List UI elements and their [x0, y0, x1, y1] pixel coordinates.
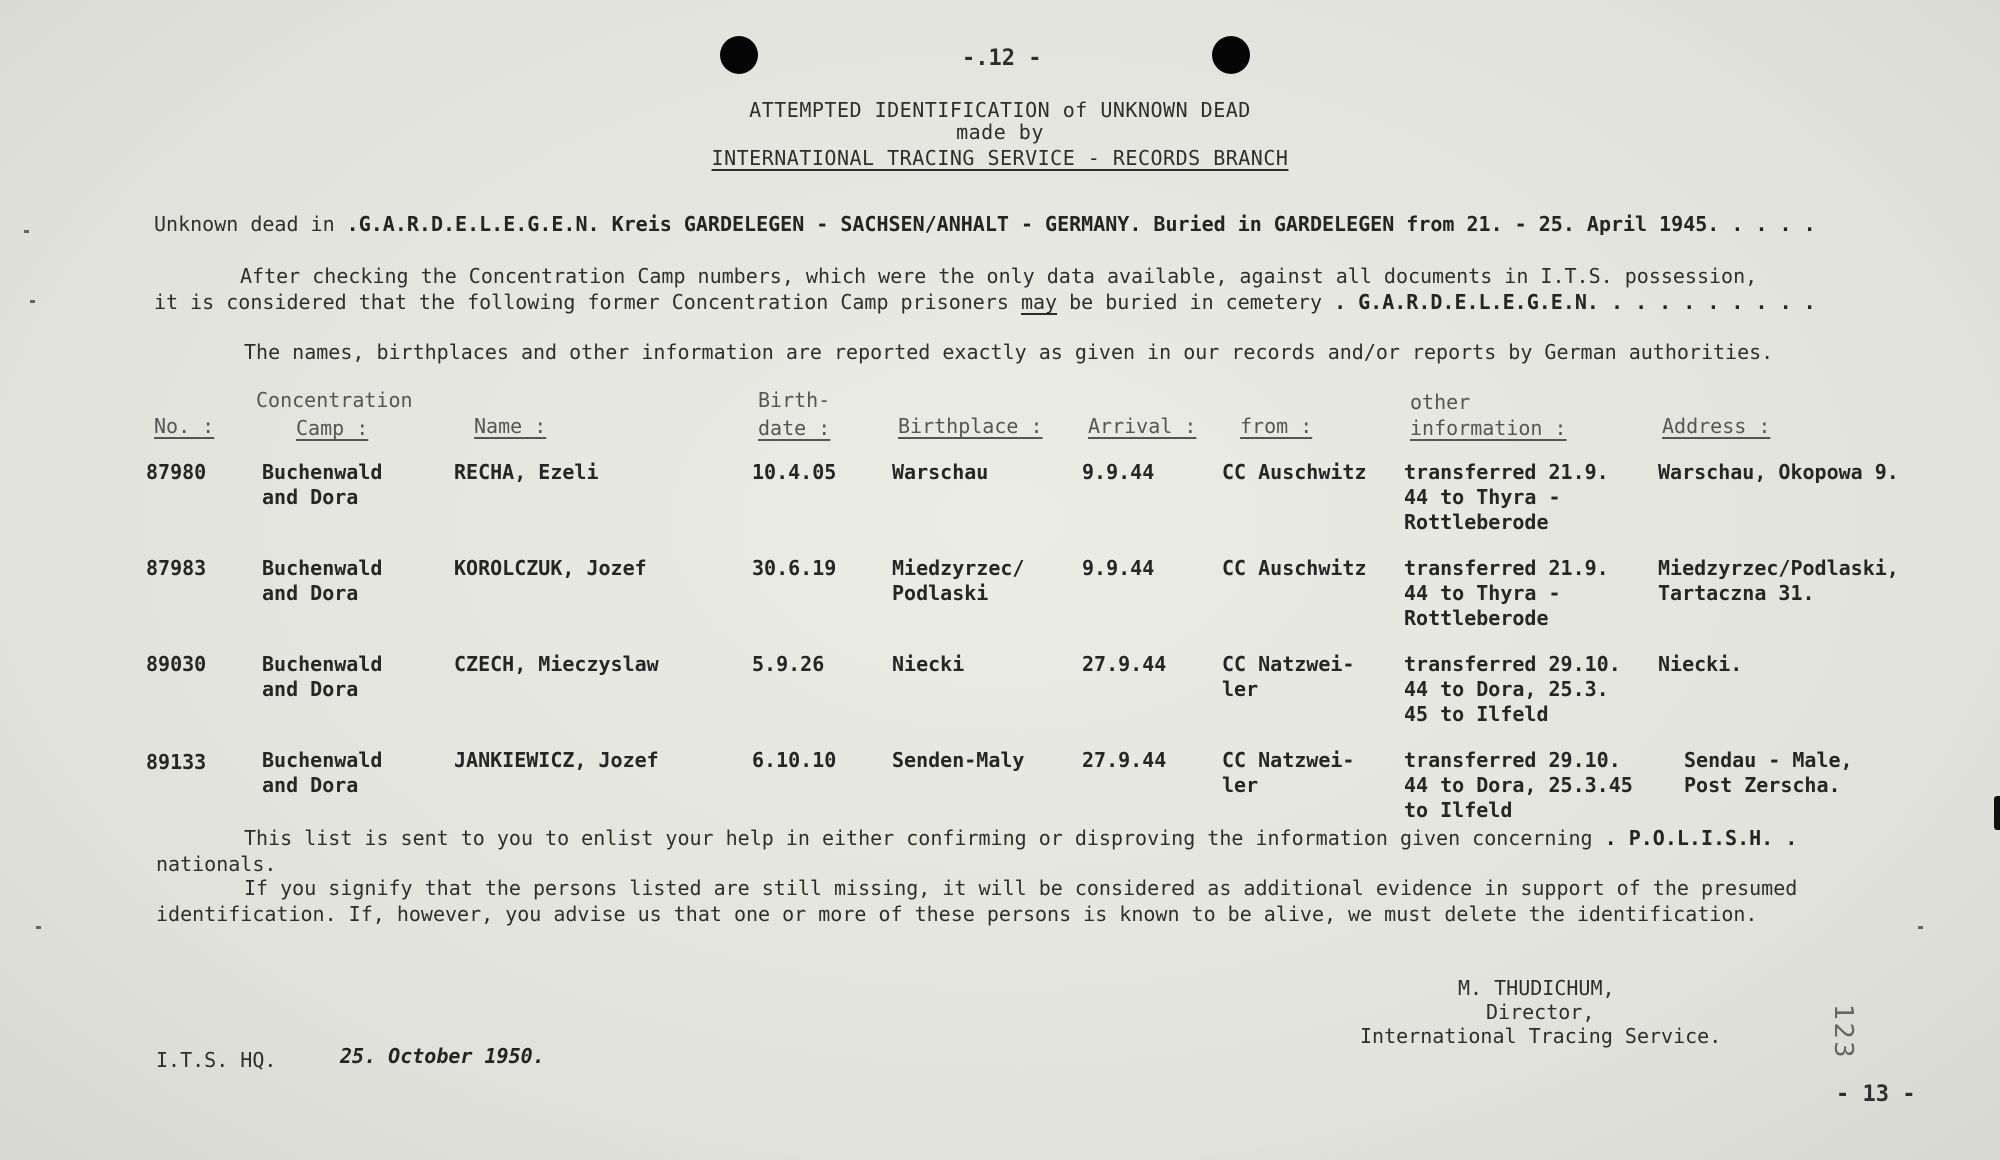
cell-from: [1222, 460, 1367, 485]
closing-nationality: . P.O.L.I.S.H. .: [1604, 826, 1798, 850]
cell-address: [1658, 556, 1899, 606]
cell-arrival: [1082, 748, 1166, 773]
cell-line: Miedzyrzec/Podlaski,: [1658, 556, 1899, 580]
cell-address: [1658, 652, 1742, 677]
cell-other: [1404, 556, 1609, 631]
cell-name: [454, 460, 599, 485]
column-header-from: from :: [1240, 414, 1313, 438]
footer-date: 25. October 1950.: [340, 1044, 545, 1068]
cell-line: Sendau - Male,: [1684, 748, 1853, 772]
title-line-2: made by: [956, 120, 1044, 144]
punch-hole-left: [720, 36, 758, 74]
cell-line: and Dora: [262, 485, 359, 509]
cell-line: Post Zerscha.: [1684, 773, 1841, 797]
column-header-address: Address :: [1662, 414, 1771, 438]
cell-line: Senden-Maly: [892, 748, 1025, 772]
cell-no: [146, 460, 206, 485]
cell-line: ler: [1222, 773, 1259, 797]
cell-other: [1404, 460, 1609, 535]
closing-line-4: identification. If, however, you advise us that one or more of these persons is known to be alive, we must delete the identification.: [156, 902, 1758, 926]
cell-line: and Dora: [262, 581, 359, 605]
cell-camp: [262, 748, 382, 798]
column-header-birthplace: Birthplace :: [898, 414, 1043, 438]
footer-place: I.T.S. HQ.: [156, 1048, 277, 1072]
column-header-no: No. :: [154, 414, 215, 438]
cell-line: Rottleberode: [1404, 606, 1549, 630]
cell-camp: [262, 556, 382, 606]
cell-line: KOROLCZUK, Jozef: [454, 556, 647, 580]
cell-line: 89030: [146, 652, 207, 676]
title-line-1: ATTEMPTED IDENTIFICATION of UNKNOWN DEAD: [749, 98, 1251, 122]
signature-org: International Tracing Service.: [1360, 1024, 1722, 1048]
cell-birthdate: [752, 556, 836, 581]
paragraph-1-text-b: be buried in cemetery: [1069, 290, 1323, 314]
edge-mark: [36, 926, 41, 929]
unknown-dead-line: [154, 212, 1816, 236]
cell-from: [1222, 652, 1354, 702]
cell-address: [1658, 460, 1899, 485]
cell-line: ler: [1222, 677, 1259, 701]
cell-line: Buchenwald: [262, 748, 383, 772]
right-edge-mark: [1994, 796, 2000, 830]
cell-line: Buchenwald: [262, 652, 383, 676]
title-line-3: INTERNATIONAL TRACING SERVICE - RECORDS BRANCH: [711, 146, 1289, 170]
page-number-bottom: - 13 -: [1836, 1082, 1916, 1107]
cell-name: [454, 556, 647, 581]
cell-line: 9.9.44: [1082, 460, 1155, 484]
column-header-other: other information :: [1410, 390, 1567, 440]
cell-arrival: [1082, 460, 1154, 485]
cell-birthplace: [892, 748, 1024, 773]
cell-arrival: [1082, 556, 1154, 581]
paragraph-1-line-1: After checking the Concentration Camp numbers, which were the only data available, against all documents in I.T.S. possession,: [240, 264, 1758, 288]
cell-birthplace: [892, 460, 988, 485]
cell-line: Miedzyrzec/: [892, 556, 1025, 580]
column-header-arrival: Arrival :: [1088, 414, 1197, 438]
cell-line: 87980: [146, 460, 207, 484]
cell-line: 44 to Thyra -: [1404, 485, 1561, 509]
cell-no: [146, 750, 206, 775]
cell-camp: [262, 460, 382, 510]
edge-mark: [30, 300, 35, 303]
punch-hole-right: [1212, 36, 1250, 74]
cell-line: 10.4.05: [752, 460, 837, 484]
page-number-top: -.12 -: [962, 46, 1042, 71]
cell-line: Buchenwald: [262, 460, 383, 484]
paragraph-1-may: may: [1020, 290, 1058, 314]
cell-line: 6.10.10: [752, 748, 837, 772]
cell-line: 27.9.44: [1082, 652, 1167, 676]
cell-name: [454, 652, 659, 677]
cell-line: and Dora: [262, 773, 359, 797]
cell-line: to Ilfeld: [1404, 798, 1513, 822]
paragraph-1-line-2: [154, 290, 1816, 314]
margin-stamp: 123: [1828, 1004, 1858, 1060]
cell-line: Niecki: [892, 652, 965, 676]
cell-line: 45 to Ilfeld: [1404, 702, 1549, 726]
cell-line: Warschau: [892, 460, 989, 484]
column-header-birthdate: Birth- date :: [758, 388, 831, 440]
cell-birthdate: [752, 748, 836, 773]
paragraph-1-place: . G.A.R.D.E.L.E.G.E.N. . . . . . . . . .: [1334, 290, 1816, 314]
edge-mark: [24, 230, 29, 233]
paragraph-1-text-a: it is considered that the following former Concentration Camp prisoners: [154, 290, 1009, 314]
cell-other: [1404, 652, 1621, 727]
cell-camp: [262, 652, 382, 702]
cell-line: 30.6.19: [752, 556, 837, 580]
cell-line: RECHA, Ezeli: [454, 460, 599, 484]
cell-line: 5.9.26: [752, 652, 825, 676]
cell-line: transferred 29.10.: [1404, 748, 1621, 772]
signature-title: Director,: [1486, 1000, 1595, 1024]
cell-no: [146, 652, 206, 677]
cell-line: CZECH, Mieczyslaw: [454, 652, 659, 676]
edge-mark: [1918, 926, 1923, 929]
cell-line: 89133: [146, 750, 207, 774]
cell-line: Warschau, Okopowa 9.: [1658, 460, 1899, 484]
cell-line: transferred 21.9.: [1404, 556, 1609, 580]
cell-line: CC Auschwitz: [1222, 460, 1367, 484]
column-header-camp: Concentration Camp :: [256, 388, 413, 440]
cell-birthplace: [892, 556, 1024, 606]
closing-line-2: nationals.: [156, 852, 277, 876]
cell-other: [1404, 748, 1633, 823]
cell-line: 44 to Dora, 25.3.: [1404, 677, 1609, 701]
cell-line: 87983: [146, 556, 207, 580]
signature-name: M. THUDICHUM,: [1458, 976, 1615, 1000]
closing-text-1: This list is sent to you to enlist your help in either confirming or disproving the information given concerning: [244, 826, 1593, 850]
closing-line-1: [244, 826, 1797, 850]
cell-line: and Dora: [262, 677, 359, 701]
closing-line-3: If you signify that the persons listed are still missing, it will be considered as additional evidence in support of the presumed: [244, 876, 1798, 900]
cell-arrival: [1082, 652, 1166, 677]
cell-line: 9.9.44: [1082, 556, 1155, 580]
cell-birthdate: [752, 652, 824, 677]
cell-line: Tartaczna 31.: [1658, 581, 1815, 605]
cell-birthdate: [752, 460, 836, 485]
cell-address: [1684, 748, 1853, 798]
cell-line: 44 to Thyra -: [1404, 581, 1561, 605]
cell-line: JANKIEWICZ, Jozef: [454, 748, 659, 772]
unknown-dead-prefix: Unknown dead in: [154, 212, 335, 236]
cell-line: 27.9.44: [1082, 748, 1167, 772]
cell-birthplace: [892, 652, 964, 677]
cell-line: Rottleberode: [1404, 510, 1549, 534]
column-header-name: Name :: [474, 414, 547, 438]
cell-name: [454, 748, 659, 773]
cell-from: [1222, 748, 1354, 798]
cell-from: [1222, 556, 1367, 581]
cell-line: 44 to Dora, 25.3.45: [1404, 773, 1633, 797]
cell-line: Niecki.: [1658, 652, 1743, 676]
unknown-dead-detail: .G.A.R.D.E.L.E.G.E.N. Kreis GARDELEGEN - SACHSEN/ANHALT - GERMANY. Buried in GARDELEGEN from 21. - 25. April 1945. . . . .: [346, 212, 1816, 236]
cell-line: CC Auschwitz: [1222, 556, 1367, 580]
cell-line: Buchenwald: [262, 556, 383, 580]
cell-line: CC Natzwei-: [1222, 652, 1355, 676]
paragraph-2: The names, birthplaces and other information are reported exactly as given in our records and/or reports by German authorities.: [244, 340, 1774, 364]
cell-line: Podlaski: [892, 581, 989, 605]
cell-line: transferred 29.10.: [1404, 652, 1621, 676]
cell-line: transferred 21.9.: [1404, 460, 1609, 484]
cell-no: [146, 556, 206, 581]
cell-line: CC Natzwei-: [1222, 748, 1355, 772]
